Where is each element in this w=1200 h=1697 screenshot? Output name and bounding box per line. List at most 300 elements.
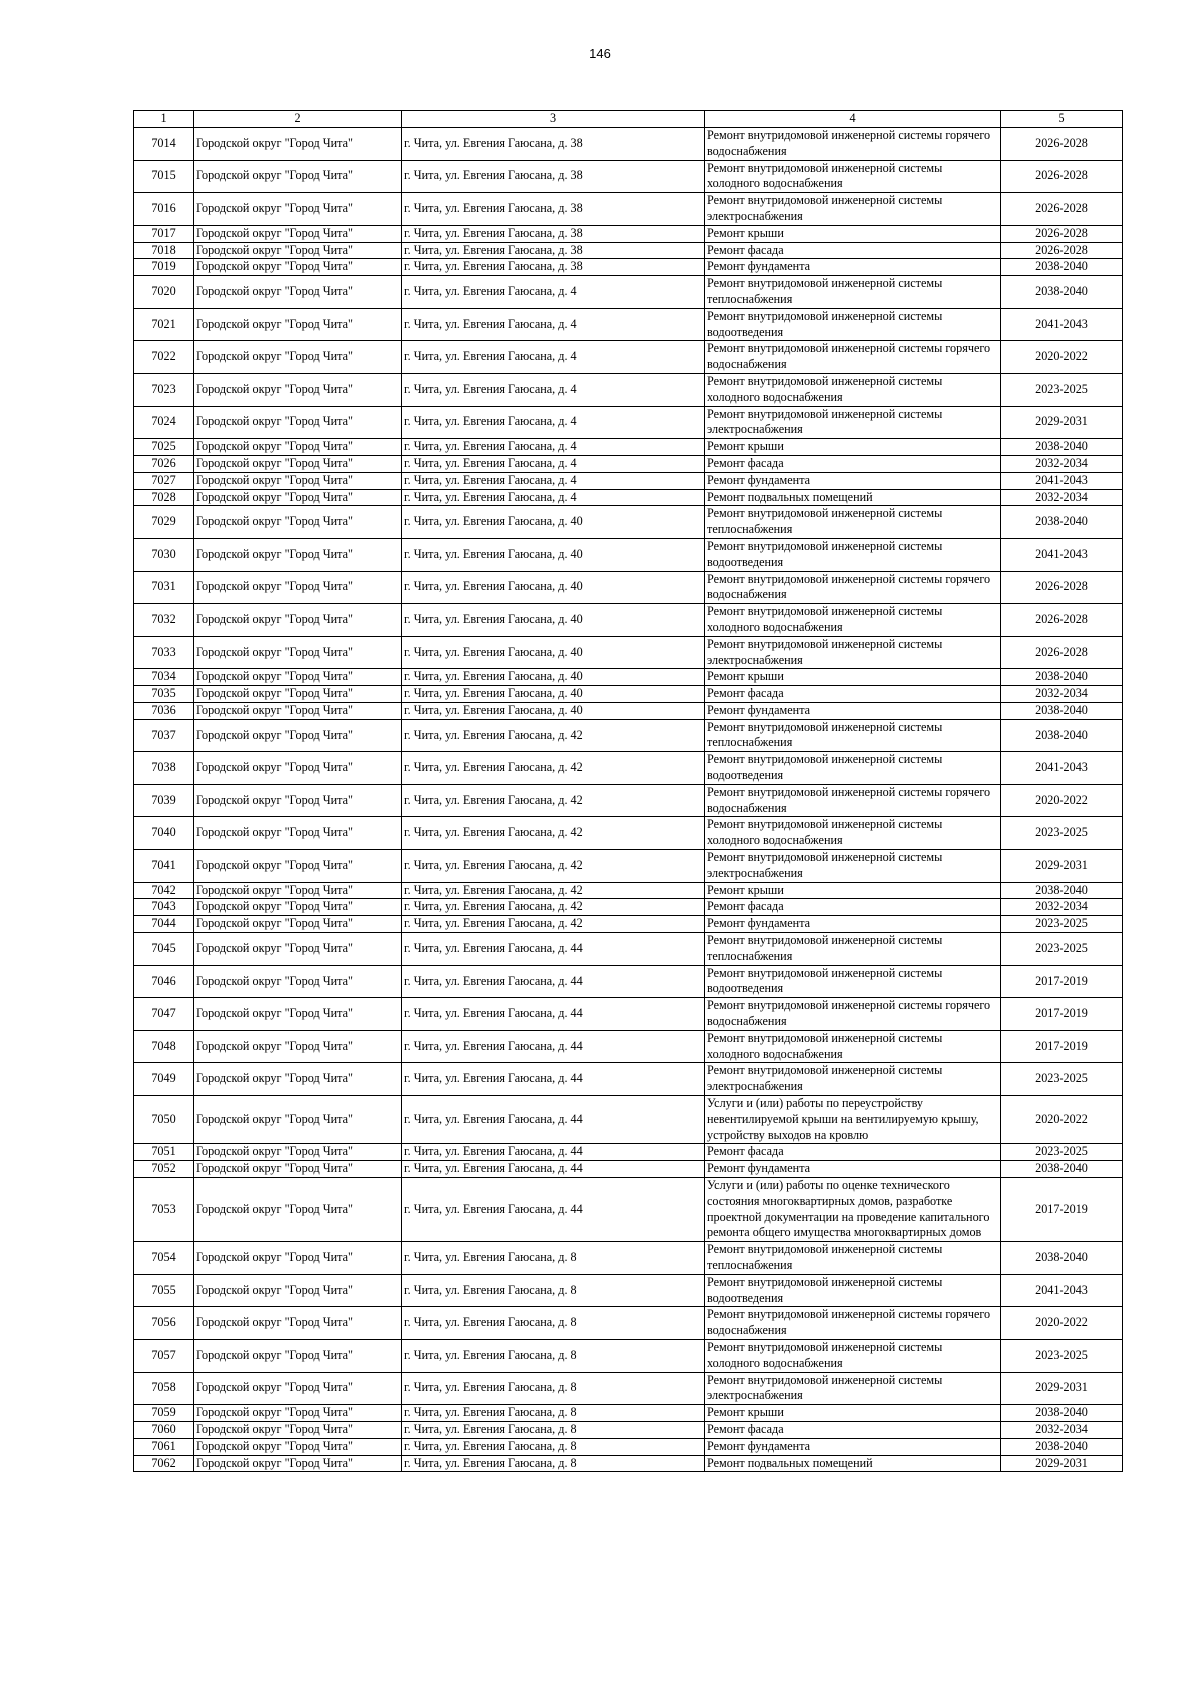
cell-period: 2041-2043 <box>1001 1274 1123 1307</box>
table-row <box>134 571 1123 604</box>
cell-period: 2020-2022 <box>1001 1096 1123 1144</box>
table-row <box>134 1405 1123 1422</box>
table-row <box>134 1455 1123 1472</box>
page-number: 146 <box>589 46 611 61</box>
cell-municipality: Городской округ "Город Чита" <box>194 899 402 916</box>
cell-work-type: Ремонт внутридомовой инженерной системы горячего водоснабжения <box>705 784 1001 817</box>
cell-number: 7028 <box>134 489 194 506</box>
cell-work-type: Ремонт внутридомовой инженерной системы холодного водоснабжения <box>705 160 1001 193</box>
cell-municipality: Городской округ "Город Чита" <box>194 489 402 506</box>
cell-period: 2017-2019 <box>1001 998 1123 1031</box>
cell-period: 2029-2031 <box>1001 1372 1123 1405</box>
cell-period: 2032-2034 <box>1001 455 1123 472</box>
cell-period: 2029-2031 <box>1001 406 1123 439</box>
cell-work-type: Ремонт крыши <box>705 1405 1001 1422</box>
cell-address: г. Чита, ул. Евгения Гаюсана, д. 44 <box>402 933 705 966</box>
cell-municipality: Городской округ "Город Чита" <box>194 752 402 785</box>
cell-municipality: Городской округ "Город Чита" <box>194 1242 402 1275</box>
cell-period: 2020-2022 <box>1001 1307 1123 1340</box>
cell-work-type: Ремонт внутридомовой инженерной системы холодного водоснабжения <box>705 1030 1001 1063</box>
cell-municipality: Городской округ "Город Чита" <box>194 1144 402 1161</box>
cell-municipality: Городской округ "Город Чита" <box>194 702 402 719</box>
cell-number: 7040 <box>134 817 194 850</box>
cell-number: 7022 <box>134 341 194 374</box>
table-row <box>134 489 1123 506</box>
cell-address: г. Чита, ул. Евгения Гаюсана, д. 4 <box>402 341 705 374</box>
cell-work-type: Ремонт фасада <box>705 1144 1001 1161</box>
cell-number: 7054 <box>134 1242 194 1275</box>
cell-address: г. Чита, ул. Евгения Гаюсана, д. 8 <box>402 1405 705 1422</box>
table-row <box>134 373 1123 406</box>
table-row <box>134 604 1123 637</box>
cell-address: г. Чита, ул. Евгения Гаюсана, д. 42 <box>402 882 705 899</box>
cell-address: г. Чита, ул. Евгения Гаюсана, д. 40 <box>402 686 705 703</box>
cell-work-type: Ремонт внутридомовой инженерной системы холодного водоснабжения <box>705 604 1001 637</box>
cell-work-type: Ремонт фасада <box>705 899 1001 916</box>
cell-address: г. Чита, ул. Евгения Гаюсана, д. 4 <box>402 472 705 489</box>
cell-number: 7051 <box>134 1144 194 1161</box>
cell-municipality: Городской округ "Город Чита" <box>194 882 402 899</box>
table-row <box>134 1438 1123 1455</box>
cell-address: г. Чита, ул. Евгения Гаюсана, д. 4 <box>402 406 705 439</box>
cell-municipality: Городской округ "Город Чита" <box>194 604 402 637</box>
table-row <box>134 636 1123 669</box>
cell-work-type: Ремонт крыши <box>705 439 1001 456</box>
cell-number: 7021 <box>134 308 194 341</box>
cell-work-type: Ремонт крыши <box>705 225 1001 242</box>
table-row <box>134 439 1123 456</box>
cell-period: 2041-2043 <box>1001 538 1123 571</box>
cell-period: 2032-2034 <box>1001 489 1123 506</box>
table-row <box>134 719 1123 752</box>
table-row <box>134 1274 1123 1307</box>
cell-period: 2038-2040 <box>1001 259 1123 276</box>
cell-municipality: Городской округ "Город Чита" <box>194 1455 402 1472</box>
cell-work-type: Ремонт внутридомовой инженерной системы электроснабжения <box>705 193 1001 226</box>
cell-municipality: Городской округ "Город Чита" <box>194 1372 402 1405</box>
table-row <box>134 916 1123 933</box>
cell-work-type: Ремонт внутридомовой инженерной системы электроснабжения <box>705 850 1001 883</box>
cell-number: 7030 <box>134 538 194 571</box>
cell-address: г. Чита, ул. Евгения Гаюсана, д. 44 <box>402 1144 705 1161</box>
cell-period: 2041-2043 <box>1001 308 1123 341</box>
table-row <box>134 1030 1123 1063</box>
cell-municipality: Городской округ "Город Чита" <box>194 1178 402 1242</box>
cell-address: г. Чита, ул. Евгения Гаюсана, д. 40 <box>402 604 705 637</box>
cell-period: 2017-2019 <box>1001 1178 1123 1242</box>
cell-work-type: Ремонт внутридомовой инженерной системы холодного водоснабжения <box>705 817 1001 850</box>
cell-municipality: Городской округ "Город Чита" <box>194 373 402 406</box>
cell-number: 7058 <box>134 1372 194 1405</box>
cell-work-type: Ремонт фасада <box>705 686 1001 703</box>
cell-municipality: Городской округ "Город Чита" <box>194 965 402 998</box>
cell-work-type: Ремонт внутридомовой инженерной системы теплоснабжения <box>705 276 1001 309</box>
table-row <box>134 1161 1123 1178</box>
cell-work-type: Ремонт крыши <box>705 882 1001 899</box>
cell-number: 7037 <box>134 719 194 752</box>
cell-address: г. Чита, ул. Евгения Гаюсана, д. 42 <box>402 752 705 785</box>
cell-number: 7034 <box>134 669 194 686</box>
cell-work-type: Ремонт внутридомовой инженерной системы холодного водоснабжения <box>705 373 1001 406</box>
table-row <box>134 998 1123 1031</box>
cell-municipality: Городской округ "Город Чита" <box>194 933 402 966</box>
cell-work-type: Ремонт внутридомовой инженерной системы электроснабжения <box>705 1063 1001 1096</box>
cell-address: г. Чита, ул. Евгения Гаюсана, д. 38 <box>402 193 705 226</box>
table-row <box>134 702 1123 719</box>
table-row <box>134 752 1123 785</box>
table-row <box>134 193 1123 226</box>
cell-municipality: Городской округ "Город Чита" <box>194 455 402 472</box>
table-row <box>134 933 1123 966</box>
cell-period: 2023-2025 <box>1001 1144 1123 1161</box>
table-row <box>134 686 1123 703</box>
cell-address: г. Чита, ул. Евгения Гаюсана, д. 38 <box>402 128 705 161</box>
cell-work-type: Ремонт внутридомовой инженерной системы водоотведения <box>705 965 1001 998</box>
cell-municipality: Городской округ "Город Чита" <box>194 128 402 161</box>
table-row <box>134 276 1123 309</box>
cell-municipality: Городской округ "Город Чита" <box>194 193 402 226</box>
cell-number: 7056 <box>134 1307 194 1340</box>
cell-municipality: Городской округ "Город Чита" <box>194 1096 402 1144</box>
cell-number: 7048 <box>134 1030 194 1063</box>
cell-period: 2017-2019 <box>1001 965 1123 998</box>
cell-period: 2041-2043 <box>1001 472 1123 489</box>
cell-period: 2023-2025 <box>1001 817 1123 850</box>
cell-work-type: Ремонт внутридомовой инженерной системы теплоснабжения <box>705 719 1001 752</box>
cell-address: г. Чита, ул. Евгения Гаюсана, д. 8 <box>402 1274 705 1307</box>
cell-number: 7033 <box>134 636 194 669</box>
cell-number: 7061 <box>134 1438 194 1455</box>
cell-municipality: Городской округ "Город Чита" <box>194 1421 402 1438</box>
cell-work-type: Ремонт фундамента <box>705 1438 1001 1455</box>
cell-address: г. Чита, ул. Евгения Гаюсана, д. 40 <box>402 506 705 539</box>
cell-period: 2026-2028 <box>1001 571 1123 604</box>
cell-municipality: Городской округ "Город Чита" <box>194 1307 402 1340</box>
cell-municipality: Городской округ "Город Чита" <box>194 998 402 1031</box>
cell-period: 2032-2034 <box>1001 899 1123 916</box>
cell-municipality: Городской округ "Город Чита" <box>194 1063 402 1096</box>
table-row <box>134 455 1123 472</box>
table-row <box>134 242 1123 259</box>
cell-number: 7038 <box>134 752 194 785</box>
cell-work-type: Ремонт фасада <box>705 455 1001 472</box>
cell-work-type: Ремонт внутридомовой инженерной системы горячего водоснабжения <box>705 341 1001 374</box>
cell-period: 2041-2043 <box>1001 752 1123 785</box>
table-row <box>134 308 1123 341</box>
cell-number: 7020 <box>134 276 194 309</box>
cell-number: 7031 <box>134 571 194 604</box>
cell-address: г. Чита, ул. Евгения Гаюсана, д. 38 <box>402 160 705 193</box>
table-row <box>134 899 1123 916</box>
cell-number: 7017 <box>134 225 194 242</box>
table-row <box>134 850 1123 883</box>
cell-address: г. Чита, ул. Евгения Гаюсана, д. 40 <box>402 538 705 571</box>
header-row <box>134 111 1123 128</box>
cell-address: г. Чита, ул. Евгения Гаюсана, д. 44 <box>402 1096 705 1144</box>
cell-work-type: Ремонт внутридомовой инженерной системы водоотведения <box>705 1274 1001 1307</box>
cell-work-type: Ремонт подвальных помещений <box>705 489 1001 506</box>
cell-period: 2017-2019 <box>1001 1030 1123 1063</box>
cell-number: 7045 <box>134 933 194 966</box>
cell-municipality: Городской округ "Город Чита" <box>194 916 402 933</box>
cell-address: г. Чита, ул. Евгения Гаюсана, д. 42 <box>402 817 705 850</box>
cell-number: 7036 <box>134 702 194 719</box>
cell-number: 7053 <box>134 1178 194 1242</box>
cell-number: 7023 <box>134 373 194 406</box>
cell-period: 2023-2025 <box>1001 916 1123 933</box>
cell-municipality: Городской округ "Город Чита" <box>194 669 402 686</box>
cell-number: 7019 <box>134 259 194 276</box>
cell-work-type: Ремонт фундамента <box>705 916 1001 933</box>
cell-number: 7024 <box>134 406 194 439</box>
column-header-municipality: 2 <box>194 111 402 128</box>
cell-address: г. Чита, ул. Евгения Гаюсана, д. 8 <box>402 1455 705 1472</box>
cell-address: г. Чита, ул. Евгения Гаюсана, д. 38 <box>402 225 705 242</box>
table-row <box>134 882 1123 899</box>
cell-address: г. Чита, ул. Евгения Гаюсана, д. 40 <box>402 702 705 719</box>
cell-number: 7015 <box>134 160 194 193</box>
cell-number: 7039 <box>134 784 194 817</box>
cell-period: 2020-2022 <box>1001 341 1123 374</box>
cell-period: 2038-2040 <box>1001 719 1123 752</box>
cell-work-type: Ремонт фундамента <box>705 702 1001 719</box>
cell-period: 2023-2025 <box>1001 373 1123 406</box>
cell-municipality: Городской округ "Город Чита" <box>194 506 402 539</box>
repair-schedule-table <box>133 110 1123 1472</box>
cell-work-type: Ремонт подвальных помещений <box>705 1455 1001 1472</box>
cell-number: 7046 <box>134 965 194 998</box>
cell-address: г. Чита, ул. Евгения Гаюсана, д. 42 <box>402 899 705 916</box>
cell-municipality: Городской округ "Город Чита" <box>194 1438 402 1455</box>
cell-municipality: Городской округ "Город Чита" <box>194 242 402 259</box>
cell-municipality: Городской округ "Город Чита" <box>194 1339 402 1372</box>
cell-period: 2038-2040 <box>1001 1161 1123 1178</box>
cell-address: г. Чита, ул. Евгения Гаюсана, д. 4 <box>402 276 705 309</box>
cell-number: 7059 <box>134 1405 194 1422</box>
table-row <box>134 128 1123 161</box>
cell-work-type: Ремонт фундамента <box>705 259 1001 276</box>
cell-municipality: Городской округ "Город Чита" <box>194 276 402 309</box>
cell-municipality: Городской округ "Город Чита" <box>194 472 402 489</box>
cell-address: г. Чита, ул. Евгения Гаюсана, д. 8 <box>402 1339 705 1372</box>
cell-municipality: Городской округ "Город Чита" <box>194 160 402 193</box>
cell-address: г. Чита, ул. Евгения Гаюсана, д. 40 <box>402 636 705 669</box>
cell-number: 7049 <box>134 1063 194 1096</box>
table-row <box>134 1144 1123 1161</box>
cell-address: г. Чита, ул. Евгения Гаюсана, д. 8 <box>402 1438 705 1455</box>
cell-number: 7044 <box>134 916 194 933</box>
cell-work-type: Услуги и (или) работы по оценке технического состояния многоквартирных домов, разработке проектной документации на проведение капитального ремонта общего имущества многоквартирных домов <box>705 1178 1001 1242</box>
cell-address: г. Чита, ул. Евгения Гаюсана, д. 44 <box>402 965 705 998</box>
cell-address: г. Чита, ул. Евгения Гаюсана, д. 44 <box>402 1178 705 1242</box>
table-row <box>134 472 1123 489</box>
cell-work-type: Ремонт внутридомовой инженерной системы водоотведения <box>705 538 1001 571</box>
column-header-address: 3 <box>402 111 705 128</box>
cell-address: г. Чита, ул. Евгения Гаюсана, д. 40 <box>402 571 705 604</box>
cell-period: 2026-2028 <box>1001 225 1123 242</box>
cell-address: г. Чита, ул. Евгения Гаюсана, д. 8 <box>402 1372 705 1405</box>
cell-municipality: Городской округ "Город Чита" <box>194 817 402 850</box>
cell-period: 2026-2028 <box>1001 160 1123 193</box>
table-row <box>134 965 1123 998</box>
cell-municipality: Городской округ "Город Чита" <box>194 308 402 341</box>
cell-number: 7035 <box>134 686 194 703</box>
cell-address: г. Чита, ул. Евгения Гаюсана, д. 8 <box>402 1242 705 1275</box>
table-row <box>134 225 1123 242</box>
cell-period: 2023-2025 <box>1001 1063 1123 1096</box>
cell-period: 2026-2028 <box>1001 242 1123 259</box>
cell-address: г. Чита, ул. Евгения Гаюсана, д. 42 <box>402 850 705 883</box>
table-row <box>134 1242 1123 1275</box>
cell-work-type: Ремонт внутридомовой инженерной системы теплоснабжения <box>705 506 1001 539</box>
cell-period: 2026-2028 <box>1001 128 1123 161</box>
cell-number: 7041 <box>134 850 194 883</box>
cell-work-type: Ремонт фундамента <box>705 472 1001 489</box>
cell-address: г. Чита, ул. Евгения Гаюсана, д. 4 <box>402 373 705 406</box>
cell-period: 2032-2034 <box>1001 1421 1123 1438</box>
cell-number: 7052 <box>134 1161 194 1178</box>
table-row <box>134 1339 1123 1372</box>
cell-number: 7014 <box>134 128 194 161</box>
table-row <box>134 817 1123 850</box>
cell-municipality: Городской округ "Город Чита" <box>194 1405 402 1422</box>
cell-period: 2038-2040 <box>1001 669 1123 686</box>
cell-number: 7057 <box>134 1339 194 1372</box>
cell-number: 7016 <box>134 193 194 226</box>
cell-address: г. Чита, ул. Евгения Гаюсана, д. 42 <box>402 784 705 817</box>
cell-address: г. Чита, ул. Евгения Гаюсана, д. 42 <box>402 916 705 933</box>
cell-number: 7027 <box>134 472 194 489</box>
cell-work-type: Ремонт внутридомовой инженерной системы горячего водоснабжения <box>705 998 1001 1031</box>
table-row <box>134 160 1123 193</box>
cell-address: г. Чита, ул. Евгения Гаюсана, д. 44 <box>402 998 705 1031</box>
cell-work-type: Услуги и (или) работы по переустройству невентилируемой крыши на вентилируемую крышу, устройству выходов на кровлю <box>705 1096 1001 1144</box>
cell-number: 7026 <box>134 455 194 472</box>
cell-work-type: Ремонт внутридомовой инженерной системы электроснабжения <box>705 636 1001 669</box>
table-row <box>134 1178 1123 1242</box>
cell-work-type: Ремонт внутридомовой инженерной системы горячего водоснабжения <box>705 1307 1001 1340</box>
cell-period: 2038-2040 <box>1001 1242 1123 1275</box>
table-row <box>134 669 1123 686</box>
cell-number: 7029 <box>134 506 194 539</box>
cell-municipality: Городской округ "Город Чита" <box>194 538 402 571</box>
cell-work-type: Ремонт внутридомовой инженерной системы горячего водоснабжения <box>705 128 1001 161</box>
cell-period: 2023-2025 <box>1001 1339 1123 1372</box>
cell-work-type: Ремонт крыши <box>705 669 1001 686</box>
cell-address: г. Чита, ул. Евгения Гаюсана, д. 38 <box>402 259 705 276</box>
table-row <box>134 259 1123 276</box>
cell-period: 2032-2034 <box>1001 686 1123 703</box>
cell-municipality: Городской округ "Город Чита" <box>194 406 402 439</box>
cell-number: 7050 <box>134 1096 194 1144</box>
cell-period: 2038-2040 <box>1001 1405 1123 1422</box>
cell-number: 7018 <box>134 242 194 259</box>
cell-municipality: Городской округ "Город Чита" <box>194 1161 402 1178</box>
cell-number: 7047 <box>134 998 194 1031</box>
cell-work-type: Ремонт внутридомовой инженерной системы электроснабжения <box>705 1372 1001 1405</box>
cell-address: г. Чита, ул. Евгения Гаюсана, д. 4 <box>402 439 705 456</box>
table-row <box>134 406 1123 439</box>
table-row <box>134 1063 1123 1096</box>
cell-period: 2026-2028 <box>1001 636 1123 669</box>
cell-address: г. Чита, ул. Евгения Гаюсана, д. 38 <box>402 242 705 259</box>
cell-number: 7042 <box>134 882 194 899</box>
table-row <box>134 506 1123 539</box>
table-row <box>134 341 1123 374</box>
cell-municipality: Городской округ "Город Чита" <box>194 1030 402 1063</box>
cell-period: 2029-2031 <box>1001 1455 1123 1472</box>
cell-number: 7060 <box>134 1421 194 1438</box>
cell-address: г. Чита, ул. Евгения Гаюсана, д. 8 <box>402 1421 705 1438</box>
table-body <box>134 128 1123 1472</box>
cell-number: 7025 <box>134 439 194 456</box>
cell-municipality: Городской округ "Город Чита" <box>194 259 402 276</box>
cell-period: 2038-2040 <box>1001 506 1123 539</box>
cell-municipality: Городской округ "Город Чита" <box>194 1274 402 1307</box>
cell-period: 2020-2022 <box>1001 784 1123 817</box>
cell-address: г. Чита, ул. Евгения Гаюсана, д. 4 <box>402 308 705 341</box>
cell-work-type: Ремонт фасада <box>705 242 1001 259</box>
column-header-period: 5 <box>1001 111 1123 128</box>
cell-municipality: Городской округ "Город Чита" <box>194 341 402 374</box>
cell-work-type: Ремонт внутридомовой инженерной системы теплоснабжения <box>705 933 1001 966</box>
table-row <box>134 1307 1123 1340</box>
cell-number: 7032 <box>134 604 194 637</box>
cell-address: г. Чита, ул. Евгения Гаюсана, д. 40 <box>402 669 705 686</box>
cell-period: 2038-2040 <box>1001 882 1123 899</box>
cell-address: г. Чита, ул. Евгения Гаюсана, д. 44 <box>402 1030 705 1063</box>
cell-municipality: Городской округ "Город Чита" <box>194 850 402 883</box>
cell-address: г. Чита, ул. Евгения Гаюсана, д. 44 <box>402 1161 705 1178</box>
cell-number: 7055 <box>134 1274 194 1307</box>
cell-work-type: Ремонт внутридомовой инженерной системы водоотведения <box>705 308 1001 341</box>
cell-municipality: Городской округ "Город Чита" <box>194 784 402 817</box>
cell-work-type: Ремонт внутридомовой инженерной системы электроснабжения <box>705 406 1001 439</box>
cell-address: г. Чита, ул. Евгения Гаюсана, д. 44 <box>402 1063 705 1096</box>
cell-municipality: Городской округ "Город Чита" <box>194 686 402 703</box>
cell-municipality: Городской округ "Город Чита" <box>194 719 402 752</box>
cell-municipality: Городской округ "Город Чита" <box>194 225 402 242</box>
cell-address: г. Чита, ул. Евгения Гаюсана, д. 42 <box>402 719 705 752</box>
table-row <box>134 1372 1123 1405</box>
table-row <box>134 1096 1123 1144</box>
table-header <box>134 111 1123 128</box>
cell-work-type: Ремонт внутридомовой инженерной системы теплоснабжения <box>705 1242 1001 1275</box>
cell-municipality: Городской округ "Город Чита" <box>194 636 402 669</box>
cell-period: 2029-2031 <box>1001 850 1123 883</box>
cell-period: 2038-2040 <box>1001 702 1123 719</box>
cell-address: г. Чита, ул. Евгения Гаюсана, д. 4 <box>402 455 705 472</box>
cell-period: 2026-2028 <box>1001 604 1123 637</box>
cell-work-type: Ремонт внутридомовой инженерной системы горячего водоснабжения <box>705 571 1001 604</box>
cell-work-type: Ремонт фасада <box>705 1421 1001 1438</box>
table-row <box>134 784 1123 817</box>
cell-municipality: Городской округ "Город Чита" <box>194 439 402 456</box>
cell-address: г. Чита, ул. Евгения Гаюсана, д. 4 <box>402 489 705 506</box>
cell-work-type: Ремонт внутридомовой инженерной системы водоотведения <box>705 752 1001 785</box>
cell-work-type: Ремонт внутридомовой инженерной системы холодного водоснабжения <box>705 1339 1001 1372</box>
cell-number: 7043 <box>134 899 194 916</box>
cell-address: г. Чита, ул. Евгения Гаюсана, д. 8 <box>402 1307 705 1340</box>
table-row <box>134 538 1123 571</box>
cell-period: 2038-2040 <box>1001 439 1123 456</box>
cell-period: 2026-2028 <box>1001 193 1123 226</box>
column-header-number: 1 <box>134 111 194 128</box>
cell-municipality: Городской округ "Город Чита" <box>194 571 402 604</box>
column-header-work-type: 4 <box>705 111 1001 128</box>
cell-work-type: Ремонт фундамента <box>705 1161 1001 1178</box>
cell-period: 2038-2040 <box>1001 276 1123 309</box>
